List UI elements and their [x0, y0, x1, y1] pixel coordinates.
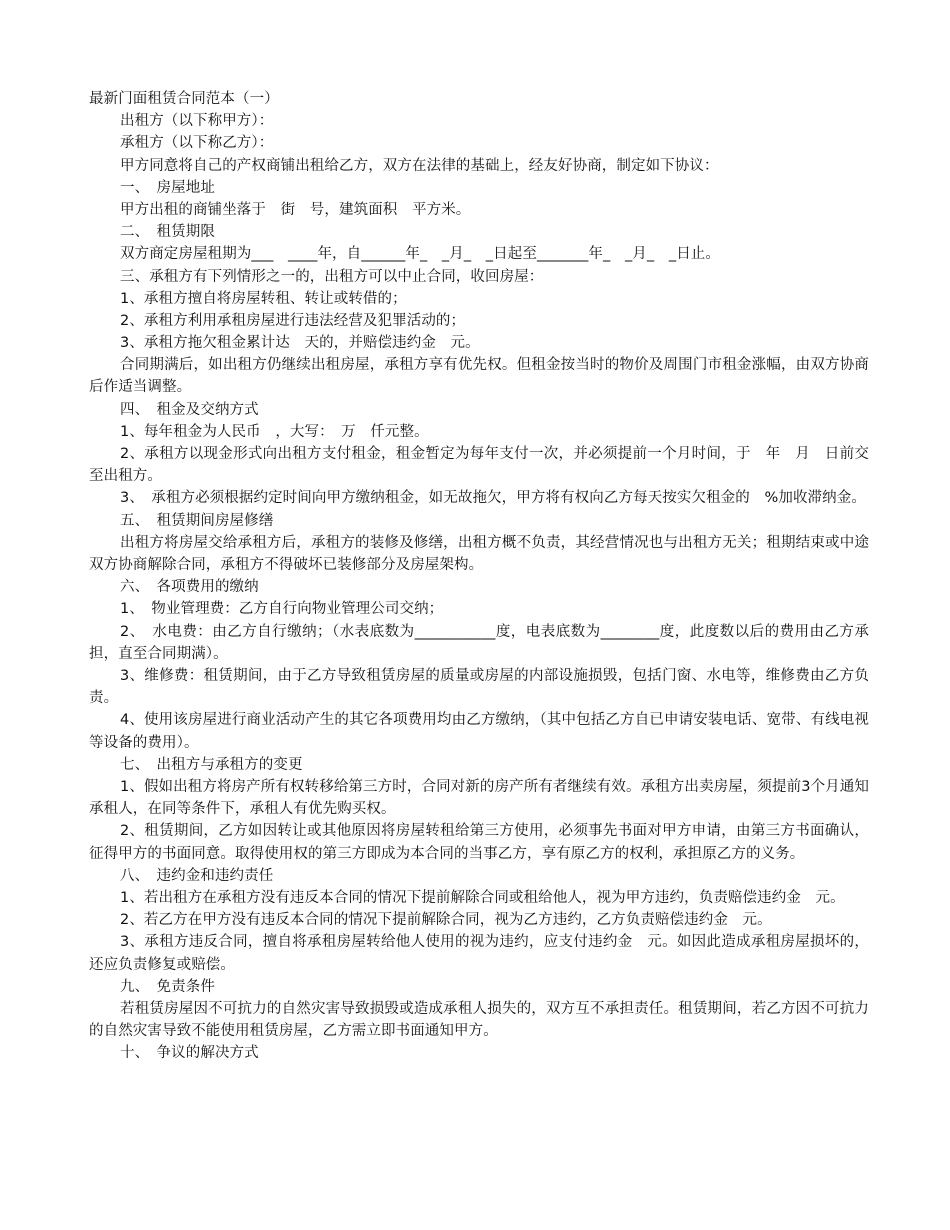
document-title: 最新门面租赁合同范本（一） [89, 91, 279, 107]
document-line: 甲方同意将自己的产权商铺出租给乙方，双方在法律的基础上，经友好协商，制定如下协议： [120, 157, 719, 174]
document-line: 1、每年租金为人民币 ，大写： 万 仟元整。 [120, 423, 429, 440]
document-line: 1、承租方擅自将房屋转租、转让或转借的； [120, 290, 407, 307]
document-line: 九、 免责条件 [120, 978, 215, 995]
document-paragraph: 2、 水电费：由乙方自行缴纳；（水表底数为___________度，电表底数为________度，此度数以后的费用由乙方承担，直至合同期满）。 [89, 623, 869, 662]
document-paragraph: 4、使用该房屋进行商业活动产生的其它各项费用均由乙方缴纳，（其中包括乙方自已申请安装电话、宽带、有线电视等设备的费用）。 [89, 712, 869, 751]
document-body [89, 110, 869, 1064]
document-paragraph: 2、租赁期间，乙方如因转让或其他原因将房屋转租给第三方使用，必须事先书面对甲方申请，由第三方书面确认，征得甲方的书面同意。取得使用权的第三方即成为本合同的当事乙方，享有原乙方的权利，承担原乙方的义务。 [89, 823, 869, 862]
document-line: 双方商定房屋租期为___ ____年，自______年_ _月_ _日起至_______年_ _月_ _日止。 [120, 246, 720, 263]
document-line: 1、 物业管理费：乙方自行向物业管理公司交纳； [120, 601, 444, 618]
document-line: 一、 房屋地址 [120, 179, 215, 196]
document-line: 3、承租方拖欠租金累计达 天的，并赔偿违约金 元。 [120, 335, 480, 352]
document-paragraph: 1、假如出租方将房产所有权转移给第三方时，合同对新的房产所有者继续有效。承租方出卖房屋，须提前3个月通知承租人，在同等条件下，承租人有优先购买权。 [89, 779, 869, 818]
document-line: 承租方（以下称乙方）： [120, 135, 274, 152]
document-paragraph: 2、承租方以现金形式向出租方支付租金，租金暂定为每年支付一次，并必须提前一个月时间，于 年 月 日前交至出租方。 [89, 446, 869, 485]
document-line: 五、 租赁期间房屋修缮 [120, 512, 274, 529]
document-line: 三、承租方有下列情形之一的，出租方可以中止合同，收回房屋： [120, 268, 544, 285]
document-paragraph: 1、若出租方在承租方没有违反本合同的情况下提前解除合同或租给他人，视为甲方违约，负责赔偿违约金 元。 [120, 890, 845, 907]
document-paragraph: 出租方将房屋交给承租方后，承租方的装修及修缮，出租方概不负责，其经营情况也与出租方无关；租期结束或中途双方协商解除合同，承租方不得破坏已装修部分及房屋架构。 [89, 534, 869, 574]
document-line: 2、若乙方在甲方没有违反本合同的情况下提前解除合同，视为乙方违约，乙方负责赔偿违约金 元。 [120, 912, 772, 929]
document-line: 出租方（以下称甲方）： [120, 113, 274, 130]
document-line: 六、 各项费用的缴纳 [120, 579, 259, 596]
document-line: 2、承租方利用承租房屋进行违法经营及犯罪活动的； [120, 312, 466, 329]
document-paragraph: 若租赁房屋因不可抗力的自然灾害导致损毁或造成承租人损失的，双方互不承担责任。租赁期间，若乙方因不可抗力的自然灾害导致不能使用租赁房屋，乙方需立即书面通知甲方。 [89, 1001, 869, 1040]
document-line: 二、 租赁期限 [120, 224, 215, 241]
document-paragraph: 3、承租方违反合同，擅自将承租房屋转给他人使用的视为违约，应支付违约金 元。如因此造成承租房屋损坏的，还应负责修复或赔偿。 [89, 934, 869, 973]
document-page [89, 88, 869, 1065]
document-line: 七、 出租方与承租方的变更 [120, 756, 303, 773]
document-line: 八、 违约金和违约责任 [120, 867, 274, 884]
document-line: 甲方出租的商铺坐落于 街 号，建筑面积 平方米。 [120, 201, 471, 218]
document-paragraph: 合同期满后，如出租方仍继续出租房屋，承租方享有优先权。但租金按当时的物价及周围门市租金涨幅，由双方协商后作适当调整。 [89, 357, 869, 396]
document-line: 四、 租金及交纳方式 [120, 401, 259, 418]
document-line: 十、 争议的解决方式 [120, 1045, 259, 1062]
document-paragraph: 3、维修费：租赁期间，由于乙方导致租赁房屋的质量或房屋的内部设施损毁，包括门窗、水电等，维修费由乙方负责。 [89, 668, 869, 707]
document-paragraph: 3、 承租方必须根据约定时间向甲方缴纳租金，如无故拖欠，甲方将有权向乙方每天按实欠租金的 %加收滞纳金。 [120, 490, 866, 507]
